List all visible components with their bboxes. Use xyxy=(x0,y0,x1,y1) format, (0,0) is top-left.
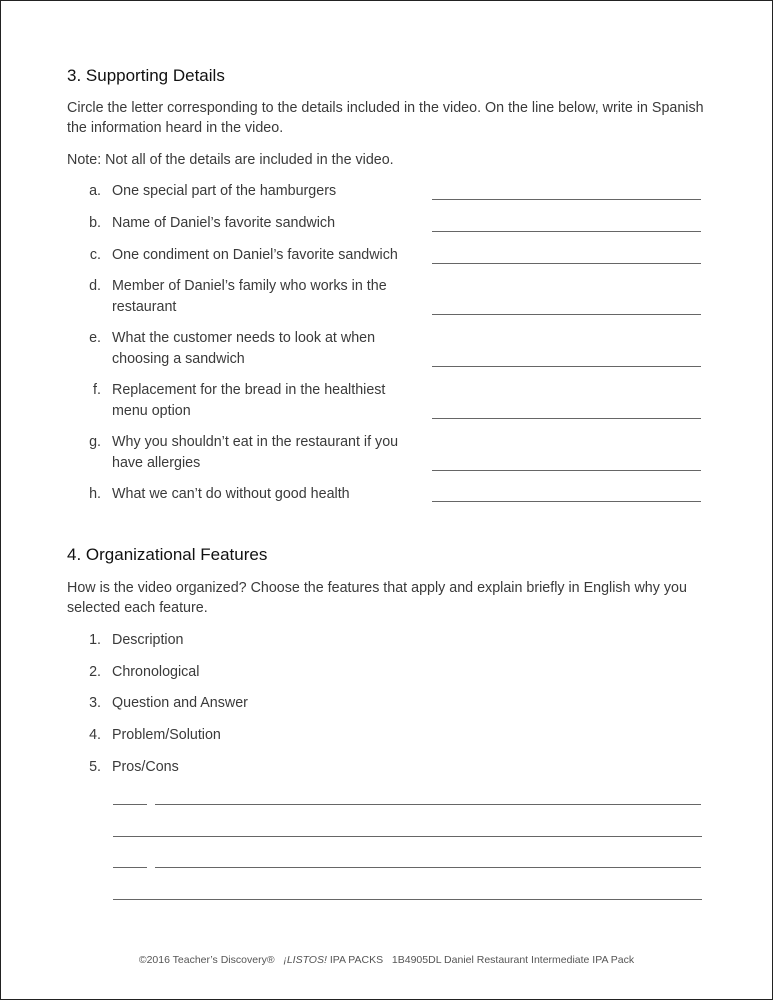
answer-line-c[interactable] xyxy=(432,263,701,264)
answer-line-e[interactable] xyxy=(432,366,701,367)
item-letter[interactable]: e. xyxy=(89,330,101,346)
footer xyxy=(0,954,773,966)
answer-line-f[interactable] xyxy=(432,418,701,419)
item-number: 5. xyxy=(89,759,101,775)
item-letter[interactable]: h. xyxy=(89,486,101,502)
item-text: One condiment on Daniel’s favorite sandwich xyxy=(112,247,398,263)
item-text: Member of Daniel’s family who works in the restaurant xyxy=(112,278,387,315)
footer-copyright: ©2016 Teacher’s Discovery® xyxy=(138,954,275,966)
answer-line-2[interactable] xyxy=(113,836,702,837)
item-letter[interactable]: f. xyxy=(93,382,101,398)
item-text: Replacement for the bread in the healthiest menu option xyxy=(112,382,386,419)
item-text: Chronological xyxy=(112,664,200,680)
section-4-heading: 4. Organizational Features xyxy=(67,545,268,564)
section-3-note: Note: Not all of the details are included in the video. xyxy=(67,152,394,168)
item-number: 3. xyxy=(89,695,101,711)
answer-line-a[interactable] xyxy=(432,199,701,200)
item-letter[interactable]: g. xyxy=(89,434,101,450)
answer-blank-short-2[interactable] xyxy=(113,867,147,868)
item-text: Description xyxy=(112,632,184,648)
item-number: 1. xyxy=(89,632,101,648)
item-letter[interactable]: b. xyxy=(89,215,101,231)
item-text: What the customer needs to look at when choosing a sandwich xyxy=(112,330,376,367)
item-text: Problem/Solution xyxy=(112,727,221,743)
answer-line-d[interactable] xyxy=(432,314,701,315)
item-number: 4. xyxy=(89,727,101,743)
section-3-heading: 3. Supporting Details xyxy=(67,66,225,85)
item-letter[interactable]: d. xyxy=(89,278,101,294)
item-number: 2. xyxy=(89,664,101,680)
answer-line-3[interactable] xyxy=(155,867,701,868)
item-text: One special part of the hamburgers xyxy=(112,183,337,199)
item-text: Why you shouldn’t eat in the restaurant if you have allergies xyxy=(112,434,399,471)
footer-title: 1B4905DL Daniel Restaurant Intermediate IPA Pack xyxy=(391,954,635,966)
footer-series: ¡LISTOS! xyxy=(283,954,327,966)
item-text: Pros/Cons xyxy=(112,759,179,775)
item-text: What we can’t do without good health xyxy=(112,486,350,502)
item-letter[interactable]: c. xyxy=(89,247,101,263)
answer-line-h[interactable] xyxy=(432,501,701,502)
section-3-instructions: Circle the letter corresponding to the details included in the video. On the line below, write in Spanish the information heard in the video. xyxy=(67,100,704,136)
answer-line-b[interactable] xyxy=(432,231,701,232)
item-letter[interactable]: a. xyxy=(89,183,101,199)
answer-line-1[interactable] xyxy=(155,804,701,805)
section-4-instructions: How is the video organized? Choose the features that apply and explain briefly in English why you selected each feature. xyxy=(67,580,687,616)
footer-pack: IPA PACKS xyxy=(329,954,384,966)
item-text: Question and Answer xyxy=(112,695,248,711)
answer-line-4[interactable] xyxy=(113,899,702,900)
answer-line-g[interactable] xyxy=(432,470,701,471)
item-text: Name of Daniel’s favorite sandwich xyxy=(112,215,336,231)
answer-blank-short-1[interactable] xyxy=(113,804,147,805)
